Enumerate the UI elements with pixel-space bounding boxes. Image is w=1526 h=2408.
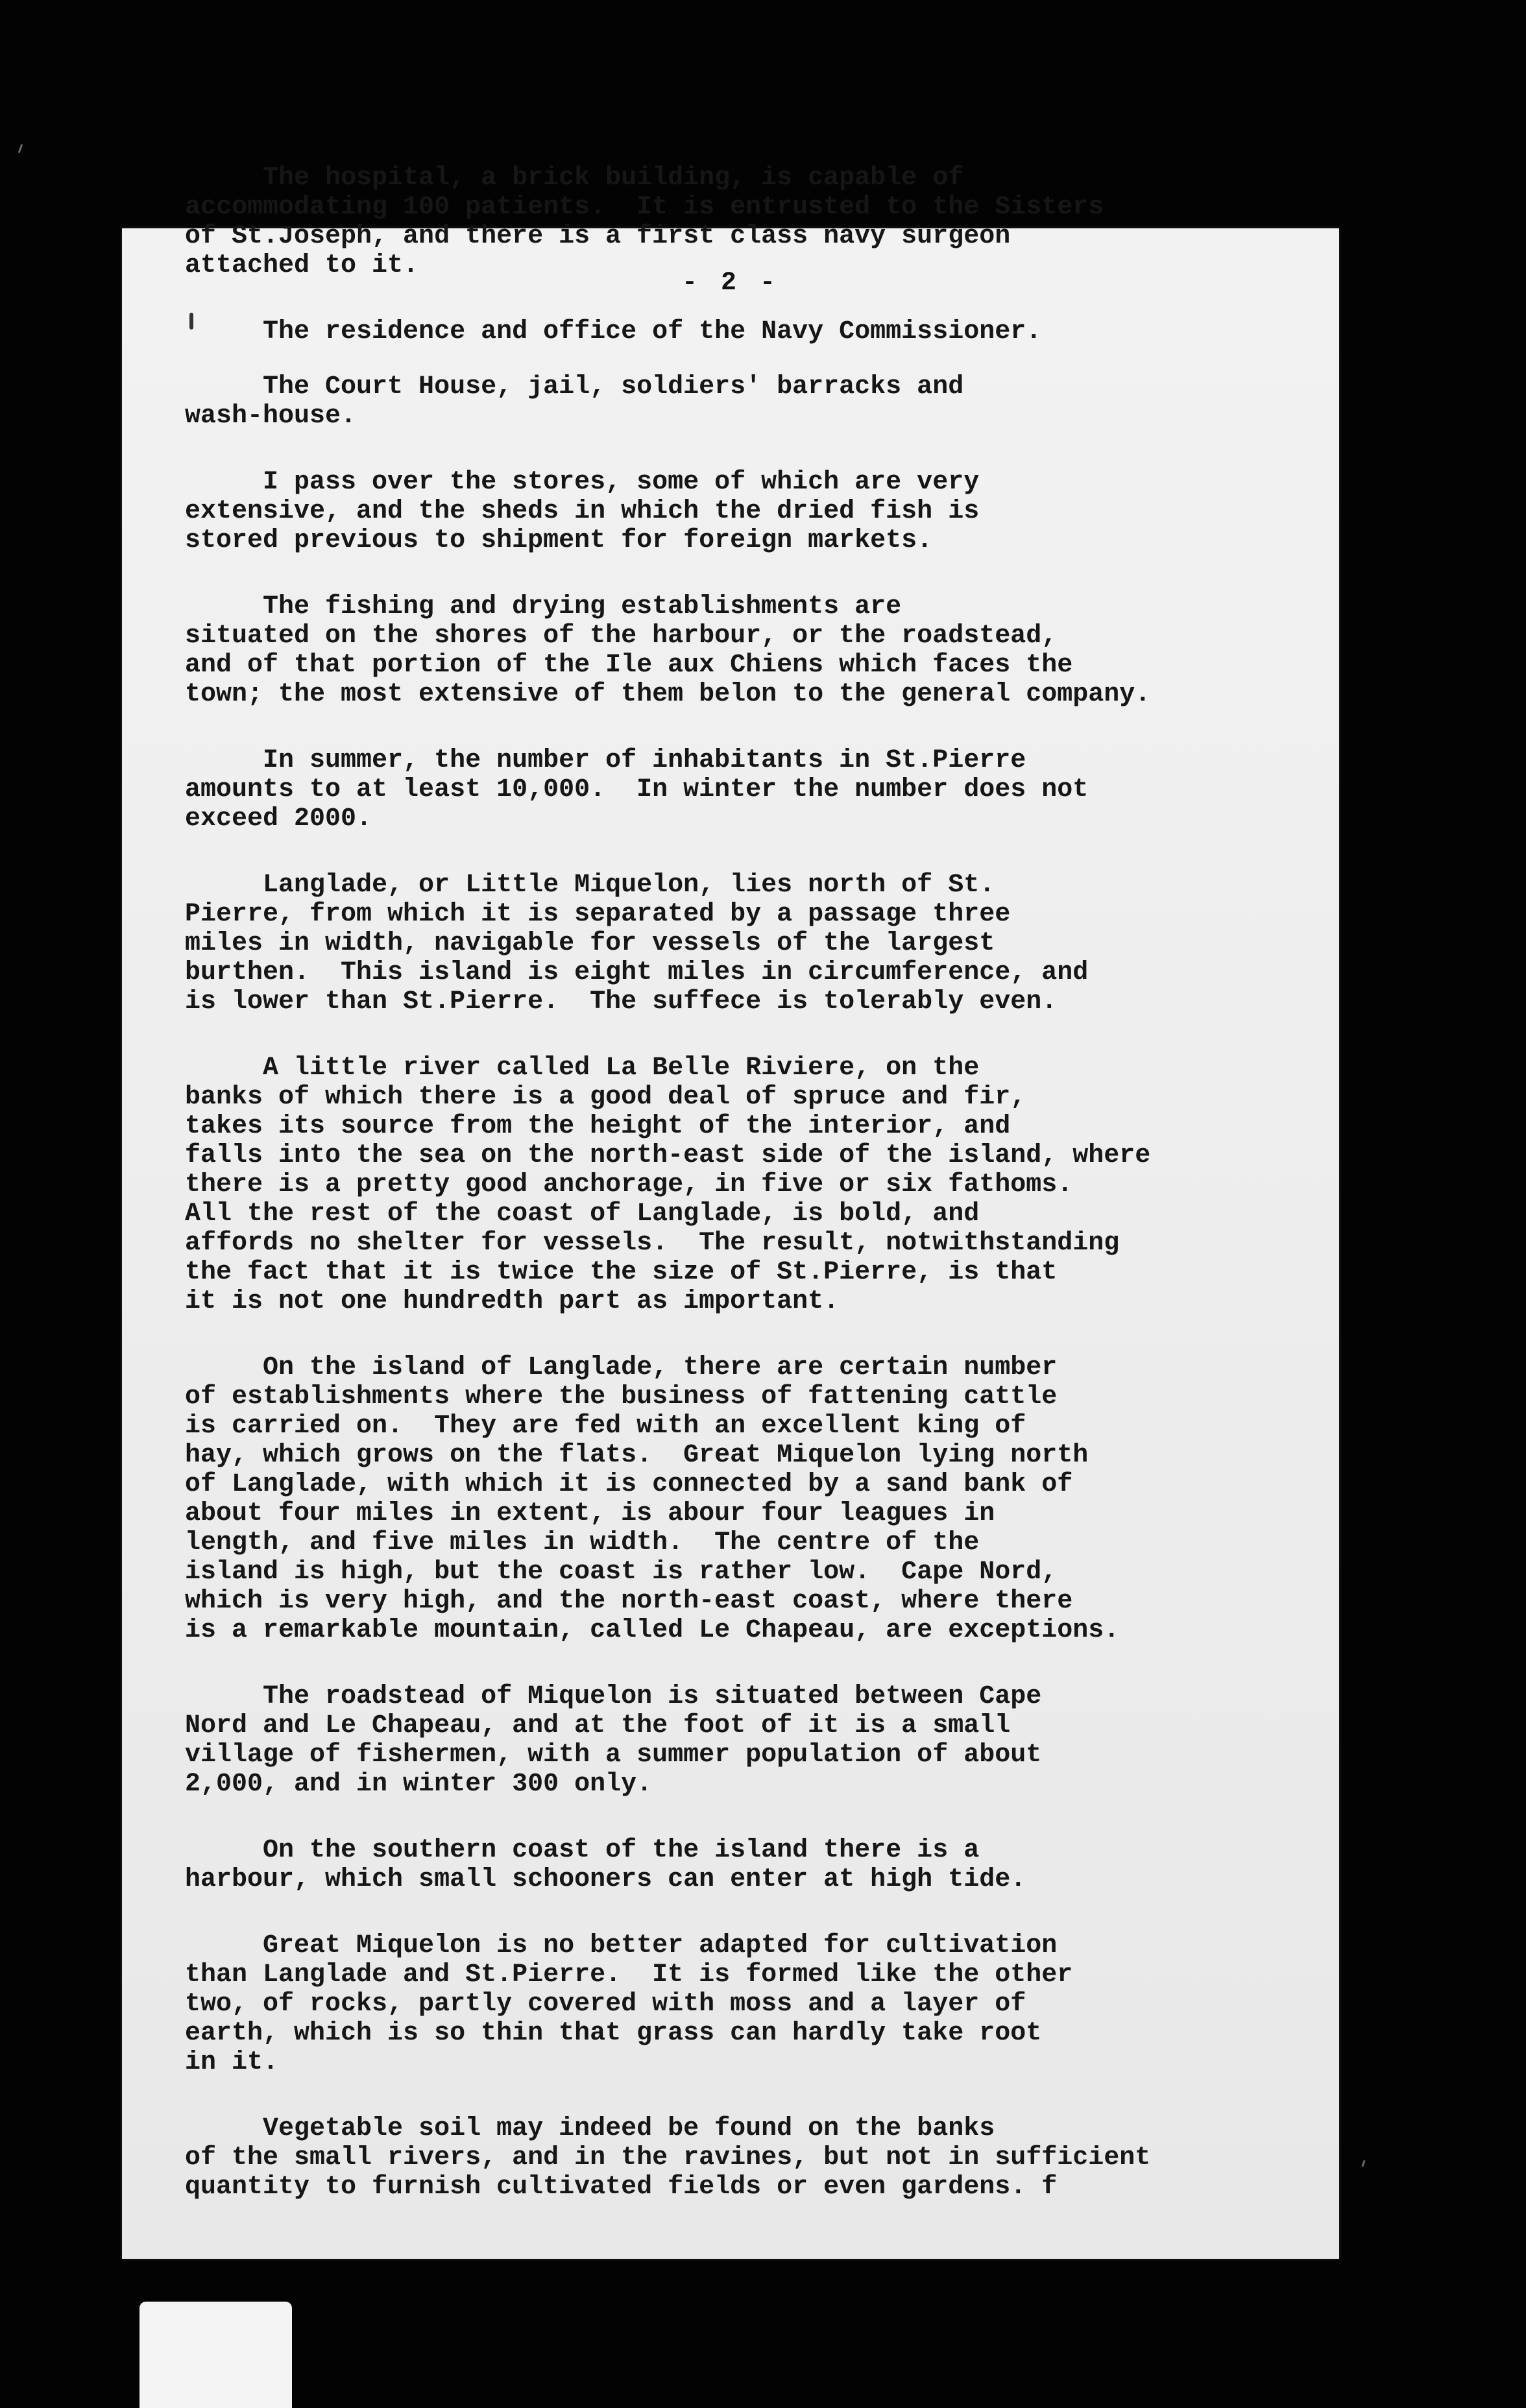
paragraph-court-house: The Court House, jail, soldiers' barracks and wash-house.: [185, 372, 964, 431]
paragraph-stores: I pass over the stores, some of which are very extensive, and the sheds in which the dried fish is stored previous to shipment for foreign markets.: [185, 468, 980, 555]
film-speck: [1361, 2160, 1365, 2167]
document-body: [185, 163, 1197, 2239]
paragraph-navy-commissioner: The residence and office of the Navy Commissioner.: [185, 317, 1042, 346]
page-number: - 2 -: [681, 269, 780, 298]
paragraph-langlade: Langlade, or Little Miquelon, lies north of St. Pierre, from which it is separated by a passage three miles in width, navigable for vessels of the largest burthen. This island is eight miles in circumference, and is lower than St.Pierre. The suffece is tolerably even.: [185, 871, 1089, 1017]
paragraph-cattle-great-miquelon: On the island of Langlade, there are certain number of establishments where the business of fattening cattle is carried on. They are fed with an excellent king of hay, which grows on the flats. Great Miquelon lying north of Langlade, with which it is connected by a sand bank of about four miles in extent, is abour four leagues in length, and five miles in width. The centre of the island is high, but the coast is rather low. Cape Nord, which is very high, and the north-east coast, where there is a remarkable mountain, called Le Chapeau, are exceptions.: [185, 1353, 1120, 1645]
paragraph-vegetable-soil: Vegetable soil may indeed be found on the banks of the small rivers, and in the ravines, but not in sufficient quantity to furnish cultivated fields or even gardens. f: [185, 2114, 1151, 2202]
film-frame-label: [139, 2302, 292, 2408]
paragraph-hospital: The hospital, a brick building, is capable of accommodating 100 patients. It is entrusted to the Sisters of St.Joseph, and there is a first class navy surgeon attached to it.: [185, 163, 1104, 280]
paragraph-fishing-establishments: The fishing and drying establishments are situated on the shores of the harbour, or the roadstead, and of that portion of the Ile aux Chiens which faces the town; the most extensive of them belon to the general company.: [185, 592, 1151, 709]
paragraph-cultivation: Great Miquelon is no better adapted for cultivation than Langlade and St.Pierre. It is formed like the other two, of rocks, partly covered with moss and a layer of earth, which is so thin that grass can hardly take root in it.: [185, 1931, 1073, 2077]
paragraph-belle-riviere: A little river called La Belle Riviere, on the banks of which there is a good deal of spruce and fir, takes its source from the height of the interior, and falls into the sea on the north-east side of the island, where there is a pretty good anchorage, in five or six fathoms. All the rest of the coast of Langlade, is bold, and affords no shelter for vessels. The result, notwithstanding the fact that it is twice the size of St.Pierre, is that it is not one hundredth part as important.: [185, 1054, 1151, 1316]
paragraph-southern-harbour: On the southern coast of the island there is a harbour, which small schooners can enter at high tide.: [185, 1836, 1026, 1894]
paragraph-inhabitants: In summer, the number of inhabitants in St.Pierre amounts to at least 10,000. In winter the number does not exceed 2000.: [185, 746, 1089, 834]
paragraph-roadstead-miquelon: The roadstead of Miquelon is situated between Cape Nord and Le Chapeau, and at the foot of it is a small village of fishermen, with a summer population of about 2,000, and in winter 300 only.: [185, 1682, 1042, 1799]
film-speck: [18, 144, 23, 153]
